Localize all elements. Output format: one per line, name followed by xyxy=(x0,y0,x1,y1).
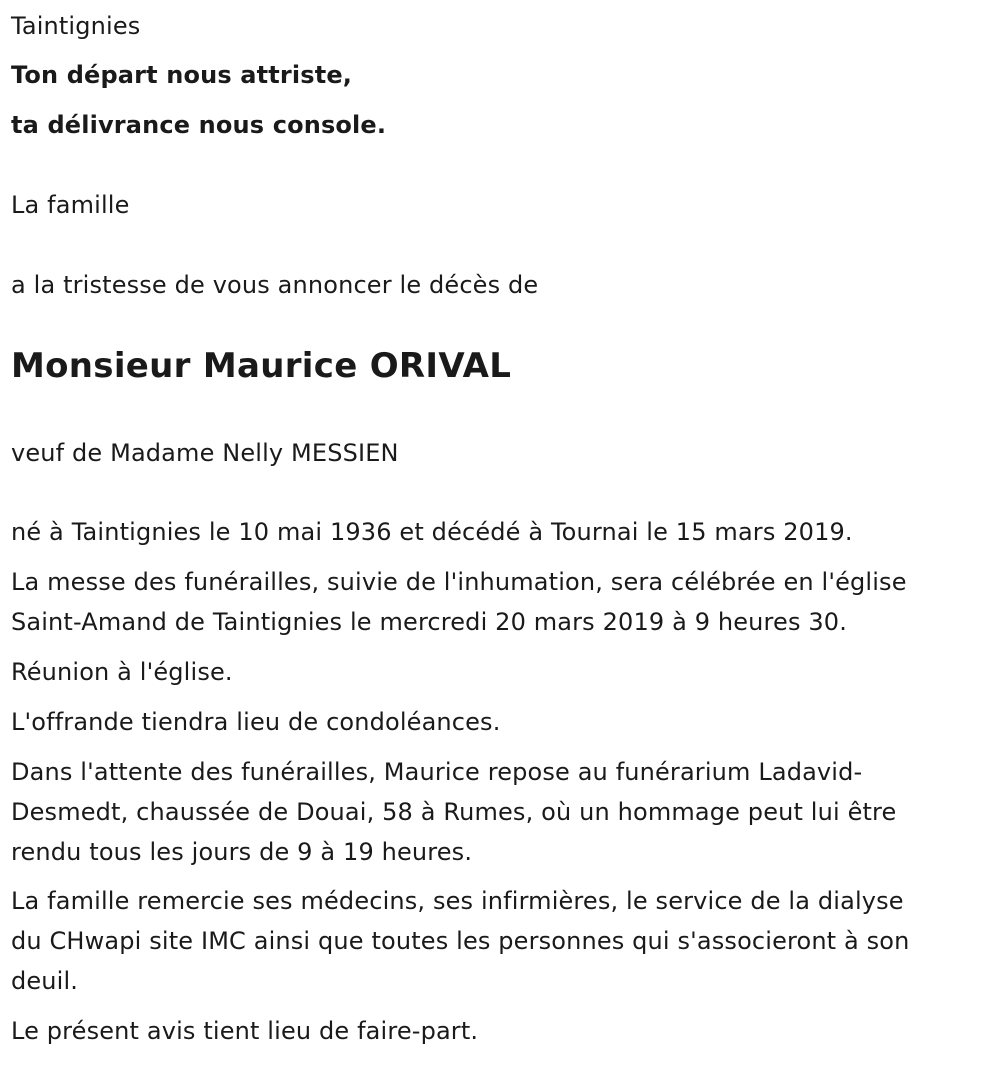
deceased-name: Monsieur Maurice ORIVAL xyxy=(11,346,512,386)
verse-line-1: Ton départ nous attriste, xyxy=(11,61,353,89)
visitation-line-1: Dans l'attente des funérailles, Maurice repose au funérarium Ladavid- xyxy=(11,758,863,786)
thanks-line-1: La famille remercie ses médecins, ses infirmières, le service de la dialyse xyxy=(11,887,904,915)
announcement-text: a la tristesse de vous annoncer le décès de xyxy=(11,271,539,299)
location-text: Taintignies xyxy=(11,12,141,40)
funeral-line-2: Saint-Amand de Taintignies le mercredi 20 mars 2019 à 9 heures 30. xyxy=(11,608,848,636)
visitation-line-2: Desmedt, chaussée de Douai, 58 à Rumes, où un hommage peut lui être xyxy=(11,798,897,826)
family-text: La famille xyxy=(11,191,130,219)
meeting-text: Réunion à l'église. xyxy=(11,658,233,686)
closing-text: Le présent avis tient lieu de faire-part. xyxy=(11,1017,479,1045)
thanks-line-3: deuil. xyxy=(11,967,79,995)
thanks-line-2: du CHwapi site IMC ainsi que toutes les personnes qui s'associeront à son xyxy=(11,927,910,955)
birth-death-text: né à Taintignies le 10 mai 1936 et décédé à Tournai le 15 mars 2019. xyxy=(11,518,853,546)
verse-line-2: ta délivrance nous console. xyxy=(11,111,387,139)
visitation-line-3: rendu tous les jours de 9 à 19 heures. xyxy=(11,838,473,866)
spouse-text: veuf de Madame Nelly MESSIEN xyxy=(11,439,399,467)
funeral-line-1: La messe des funérailles, suivie de l'inhumation, sera célébrée en l'église xyxy=(11,568,907,596)
offering-text: L'offrande tiendra lieu de condoléances. xyxy=(11,708,501,736)
